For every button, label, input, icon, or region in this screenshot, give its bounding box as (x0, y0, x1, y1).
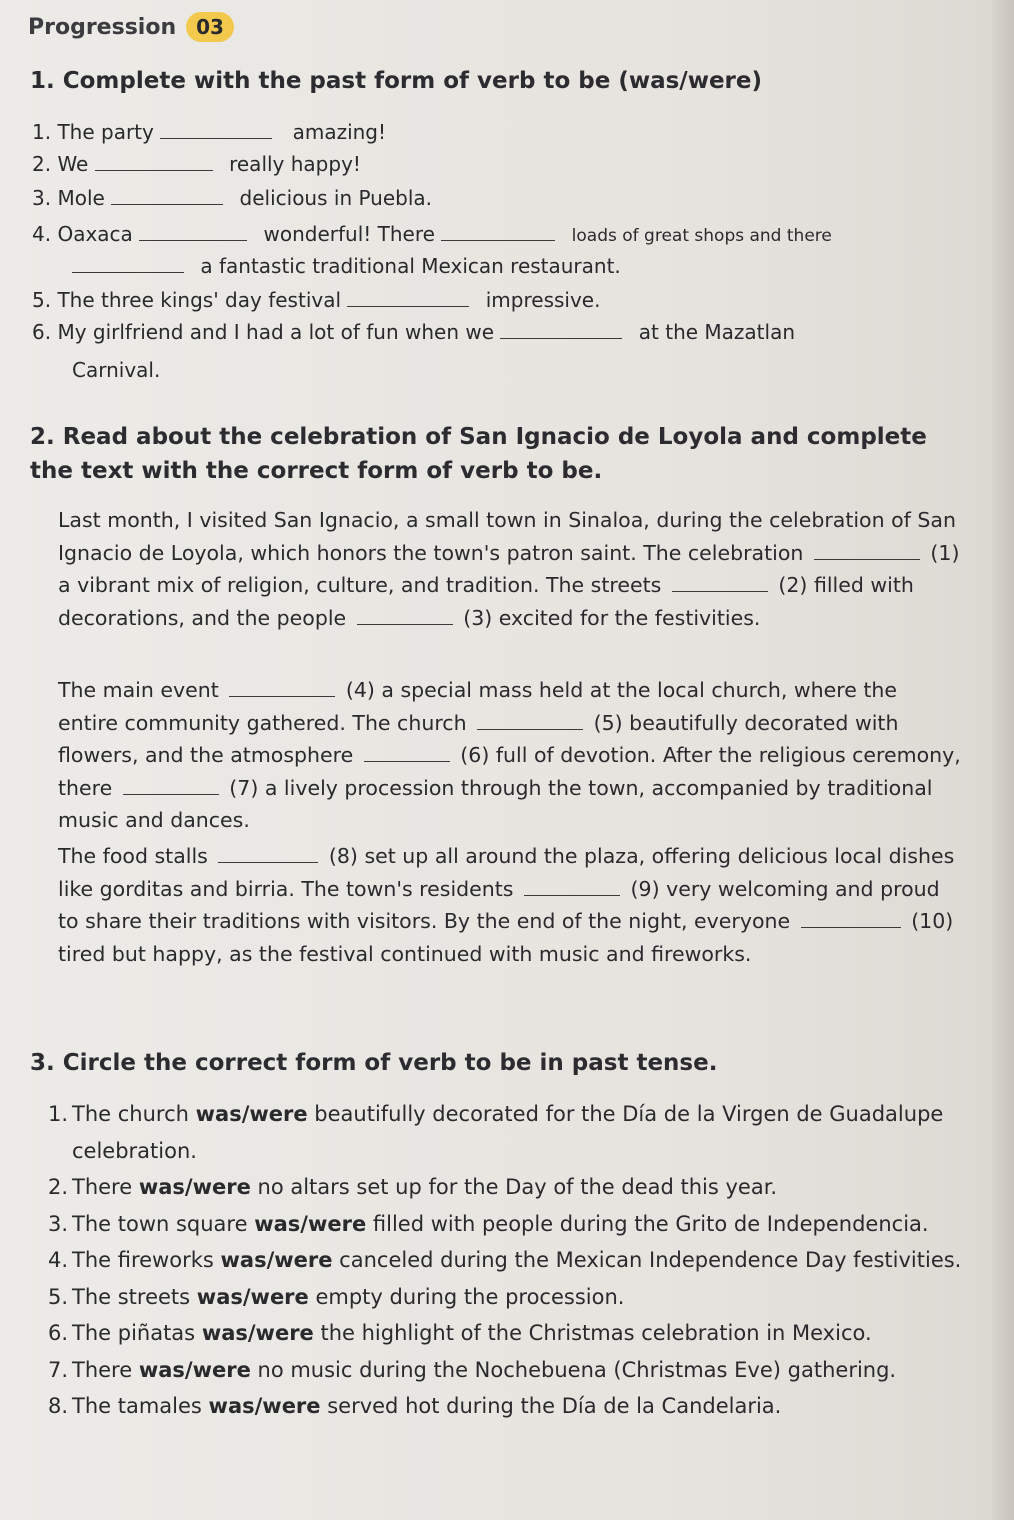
answer-blank-10[interactable] (801, 909, 901, 928)
ex1-item-2: 2. We really happy! (32, 152, 361, 176)
was-were-choice[interactable]: was/were (208, 1394, 321, 1418)
answer-blank-9[interactable] (524, 877, 620, 896)
ex1-item-4-continued: a fantastic traditional Mexican restaurant. (72, 254, 621, 278)
was-were-choice[interactable]: was/were (254, 1211, 367, 1236)
answer-blank-6[interactable] (364, 743, 450, 762)
ex2-paragraph-3: The food stalls (8) set up all around the plaza, offering delicious local dishes like gorditas and birria. The town's residents (9) very welcoming and proud to share their traditions with visitors. By the end of the night, everyone (10) tired but happy, as the festival continued with music and fireworks. (58, 844, 955, 966)
answer-blank[interactable] (72, 254, 184, 273)
ex3-item: 8. The tamales was/were served hot during the Día de la Candelaria. (48, 1394, 782, 1418)
answer-blank-7[interactable] (123, 776, 219, 795)
answer-blank-8[interactable] (218, 844, 318, 863)
ex1-item-6-continued: Carnival. (72, 358, 161, 382)
exercise-3-title: 3. Circle the correct form of verb to be in past tense. (30, 1050, 718, 1076)
ex3-item-list (48, 1096, 968, 1425)
answer-blank[interactable] (160, 120, 272, 139)
answer-blank[interactable] (139, 222, 247, 241)
page-header (28, 12, 234, 42)
answer-blank-2[interactable] (672, 573, 768, 592)
answer-blank[interactable] (347, 288, 469, 307)
ex3-item: 2. There was/were no altars set up for the Day of the dead this year. (48, 1175, 778, 1199)
ex1-item-4: 4. Oaxaca wonderful! There loads of great shops and there (32, 222, 832, 246)
unit-badge: 03 (186, 12, 234, 42)
ex3-item: 7. There was/were no music during the Nochebuena (Christmas Eve) gathering. (48, 1357, 897, 1382)
exercise-2-title: 2. Read about the celebration of San Ignacio de Loyola and complete the text with the correct form of verb to be. (30, 424, 927, 484)
answer-blank[interactable] (95, 152, 213, 171)
exercise-1-title: 1. Complete with the past form of verb to be (was/were) (30, 68, 762, 94)
answer-blank-4[interactable] (229, 678, 335, 697)
answer-blank[interactable] (111, 186, 223, 205)
ex3-item: 6. The piñatas was/were the highlight of the Christmas celebration in Mexico. (48, 1321, 872, 1345)
was-were-choice[interactable]: was/were (138, 1357, 251, 1382)
answer-blank[interactable] (500, 320, 622, 339)
ex2-paragraph-2: The main event (4) a special mass held at the local church, where the entire community gathered. The church (5) beautifully decorated with flowers, and the atmosphere (6) full of devotion. After the religious ceremony, there (7) a lively procession through the town, accompanied by traditional music and dances. (58, 678, 961, 832)
answer-blank-1[interactable] (814, 541, 920, 560)
was-were-choice[interactable]: was/were (195, 1102, 308, 1126)
ex3-item: 1. The church was/were beautifully decorated for the Día de la Virgen de Guadalupe celebration. (48, 1102, 944, 1163)
ex1-item-3: 3. Mole delicious in Puebla. (32, 186, 433, 210)
book-title: Progression (28, 14, 177, 40)
answer-blank[interactable] (441, 222, 555, 241)
answer-blank-5[interactable] (477, 711, 583, 730)
ex1-item-5: 5. The three kings' day festival impressive. (32, 288, 601, 312)
answer-blank-3[interactable] (357, 606, 453, 625)
ex2-paragraph-1: Last month, I visited San Ignacio, a small town in Sinaloa, during the celebration of San Ignacio de Loyola, which honors the town's patron saint. The celebration (1) a vibrant mix of religion, culture, and tradition. The streets (2) filled with decorations, and the people (3) excited for the festivities. (58, 508, 960, 630)
ex3-item: 3. The town square was/were filled with people during the Grito de Independencia. (48, 1211, 929, 1236)
was-were-choice[interactable]: was/were (138, 1175, 251, 1199)
page-edge (992, 0, 1014, 1520)
was-were-choice[interactable]: was/were (220, 1248, 333, 1272)
ex1-item-6: 6. My girlfriend and I had a lot of fun when we at the Mazatlan (32, 320, 795, 344)
ex3-item: 5. The streets was/were empty during the procession. (48, 1284, 625, 1309)
was-were-choice[interactable]: was/were (196, 1284, 309, 1309)
ex3-item: 4. The fireworks was/were canceled during the Mexican Independence Day festivities. (48, 1248, 962, 1272)
ex1-item-1: 1. The party amazing! (32, 120, 387, 144)
was-were-choice[interactable]: was/were (201, 1321, 314, 1345)
